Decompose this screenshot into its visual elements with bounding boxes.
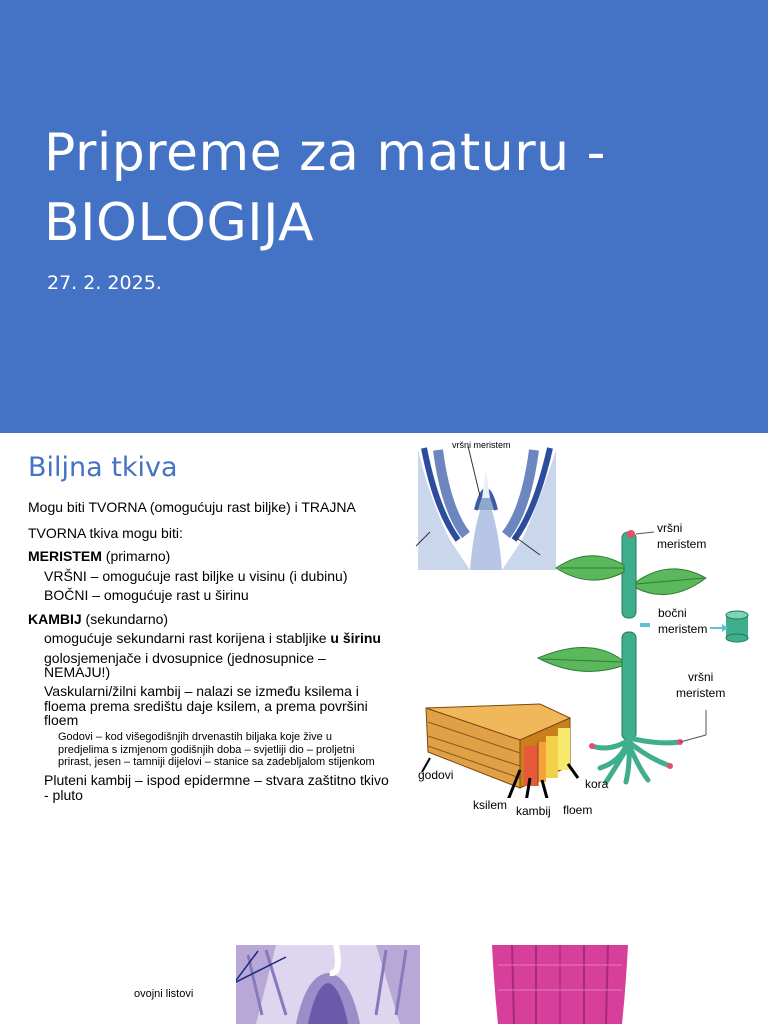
godovi-line-3: prirast, jesen – tamniji dijelovi – stanice sa zadebljalom stijenkom — [58, 756, 375, 768]
intro-line: Mogu biti TVORNA (omogućuju rast biljke) i TRAJNA — [28, 499, 356, 515]
ovojni-listovi-label: ovojni listovi — [134, 988, 194, 1000]
tvorna-line: TVORNA tkiva mogu biti: — [28, 525, 183, 541]
golosjemenjace-line: golosjemenjače i dvosupnice (jednosupnice – — [44, 650, 326, 666]
kambij-term: KAMBIJ — [28, 611, 82, 627]
kambij-rast-text: omogućuje sekundarni rast korijena i stabljike — [44, 630, 331, 646]
vrsni-bottom-label: vršni meristem — [676, 670, 726, 700]
wood-section-diagram — [420, 698, 590, 798]
vrsni-top-label: vršni meristem — [657, 521, 707, 551]
vaskularni-line-2: floema prema središtu daje ksilem, a prema površini — [44, 698, 368, 714]
vaskularni-line-1: Vaskularni/žilni kambij – nalazi se između ksilema i — [44, 683, 359, 699]
slide-title: Pripreme za maturu - BIOLOGIJA — [44, 123, 606, 253]
kambij-label: kambij — [516, 804, 551, 818]
godovi-line-2: predjelima s izmjenom godišnjih doba – svjetliji dio – proljetni — [58, 744, 355, 756]
bocni-line: BOČNI – omogućuje rast u širinu — [44, 587, 249, 603]
kambij-note: (sekundarno) — [81, 611, 169, 627]
slide-date: 27. 2. 2025. — [47, 272, 162, 294]
pluteni-line-1: Pluteni kambij – ispod epidermne – stvara zaštitno tkivo — [44, 772, 389, 788]
micrograph-purple — [236, 945, 420, 1024]
bocni-label: bočni meristem — [658, 606, 708, 636]
meristem-note: (primarno) — [101, 548, 171, 564]
nemaju-line: NEMAJU!) — [44, 664, 111, 680]
micrograph-pink — [488, 945, 632, 1024]
vaskularni-line-3: floem — [44, 712, 79, 728]
meristem-term: MERISTEM — [28, 548, 102, 564]
vrsni-line: VRŠNI – omogućuje rast biljke u visinu (i dubinu) — [44, 568, 348, 584]
godovi-label: godovi — [418, 768, 454, 782]
floem-label: floem — [563, 803, 593, 817]
micro-vrsni-label: vršni meristem — [452, 440, 511, 450]
kora-label: kora — [585, 777, 609, 791]
ksilem-label: ksilem — [473, 798, 508, 812]
kambij-rast-bold: u širinu — [330, 630, 381, 646]
pluteni-line-2: - pluto — [44, 787, 83, 803]
slide-heading: Biljna tkiva — [28, 452, 178, 483]
kambij-rast-line — [44, 630, 381, 647]
kambij-line — [28, 611, 168, 628]
meristem-line — [28, 548, 170, 565]
godovi-line-1: Godovi – kod višegodišnjih drvenastih biljaka koje žive u — [58, 731, 332, 743]
